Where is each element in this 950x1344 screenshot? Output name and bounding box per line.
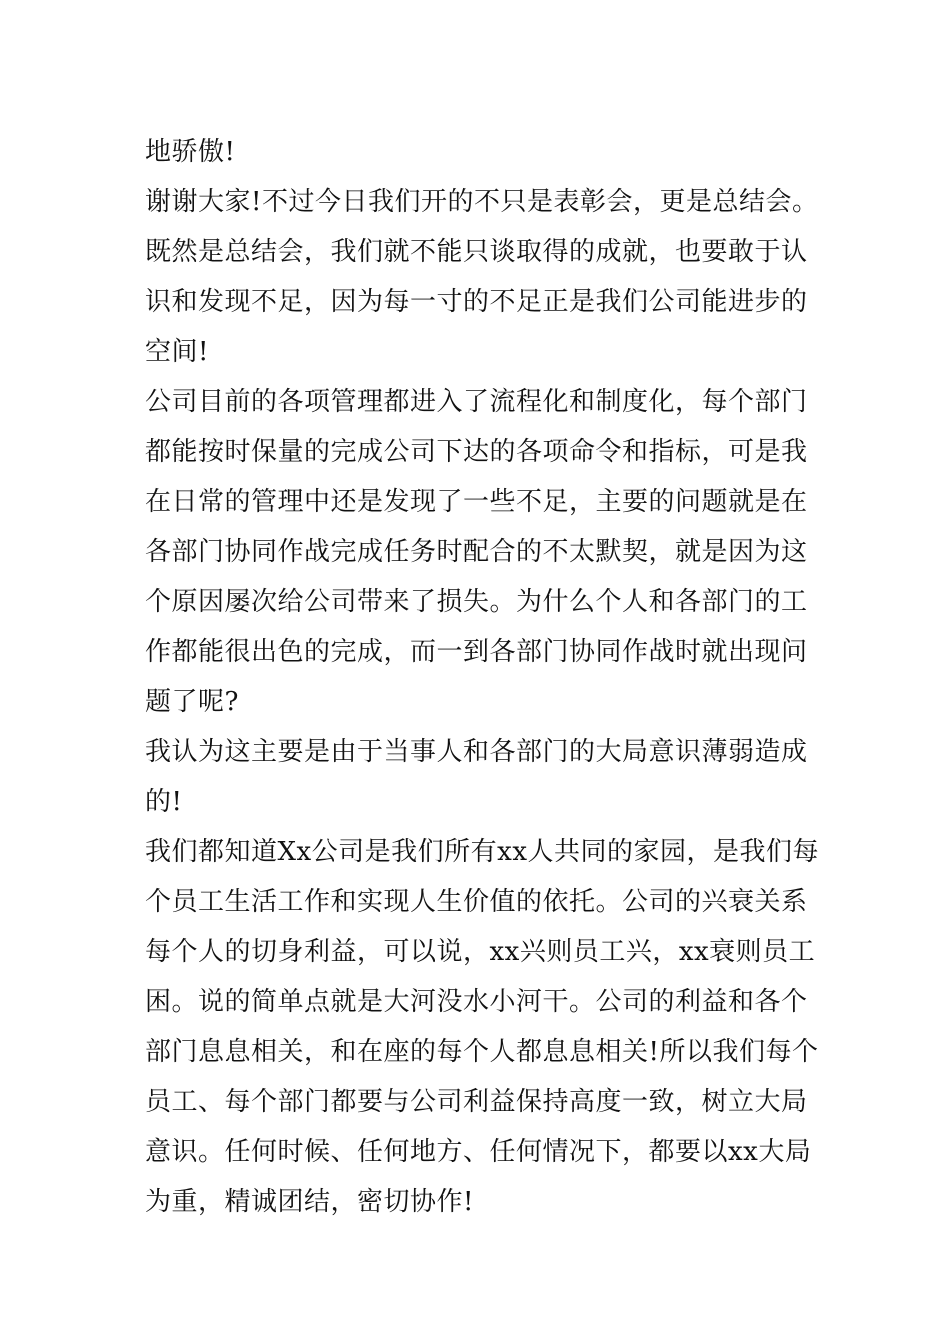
text-line: 地骄傲! [145, 137, 236, 167]
text-line: 员工、每个部门都要与公司利益保持高度一致，树立大局 [145, 1087, 808, 1117]
text-line: 个原因屡次给公司带来了损失。为什么个人和各部门的工 [145, 587, 808, 617]
text-line: 困。说的简单点就是大河没水小河干。公司的利益和各个 [145, 987, 808, 1017]
text-line: 各部门协同作战完成任务时配合的不太默契，就是因为这 [145, 537, 808, 567]
text-line: 部门息息相关，和在座的每个人都息息相关!所以我们每个 [145, 1037, 819, 1067]
text-line: 为重，精诚团结，密切协作! [145, 1187, 474, 1217]
text-line: 既然是总结会，我们就不能只谈取得的成就，也要敢于认 [145, 237, 808, 267]
text-line: 意识。任何时候、任何地方、任何情况下，都要以xx大局 [145, 1137, 812, 1167]
text-line: 的! [145, 787, 183, 817]
text-line: 公司目前的各项管理都进入了流程化和制度化，每个部门 [145, 387, 808, 417]
text-line: 个员工生活工作和实现人生价值的依托。公司的兴衰关系 [145, 887, 808, 917]
text-line: 我认为这主要是由于当事人和各部门的大局意识薄弱造成 [145, 737, 808, 767]
text-line: 题了呢? [145, 687, 239, 717]
text-line: 识和发现不足，因为每一寸的不足正是我们公司能进步的 [145, 287, 808, 317]
text-line: 在日常的管理中还是发现了一些不足，主要的问题就是在 [145, 487, 808, 517]
text-line: 作都能很出色的完成，而一到各部门协同作战时就出现问 [145, 637, 808, 667]
text-line: 我们都知道Xx公司是我们所有xx人共同的家园，是我们每 [145, 837, 819, 867]
text-line: 谢谢大家!不过今日我们开的不只是表彰会，更是总结会。 [145, 187, 819, 217]
text-line: 都能按时保量的完成公司下达的各项命令和指标，可是我 [145, 437, 808, 467]
document-body [145, 127, 819, 1227]
text-line: 每个人的切身利益，可以说，xx兴则员工兴，xx衰则员工 [145, 937, 816, 967]
text-line: 空间! [145, 337, 209, 367]
